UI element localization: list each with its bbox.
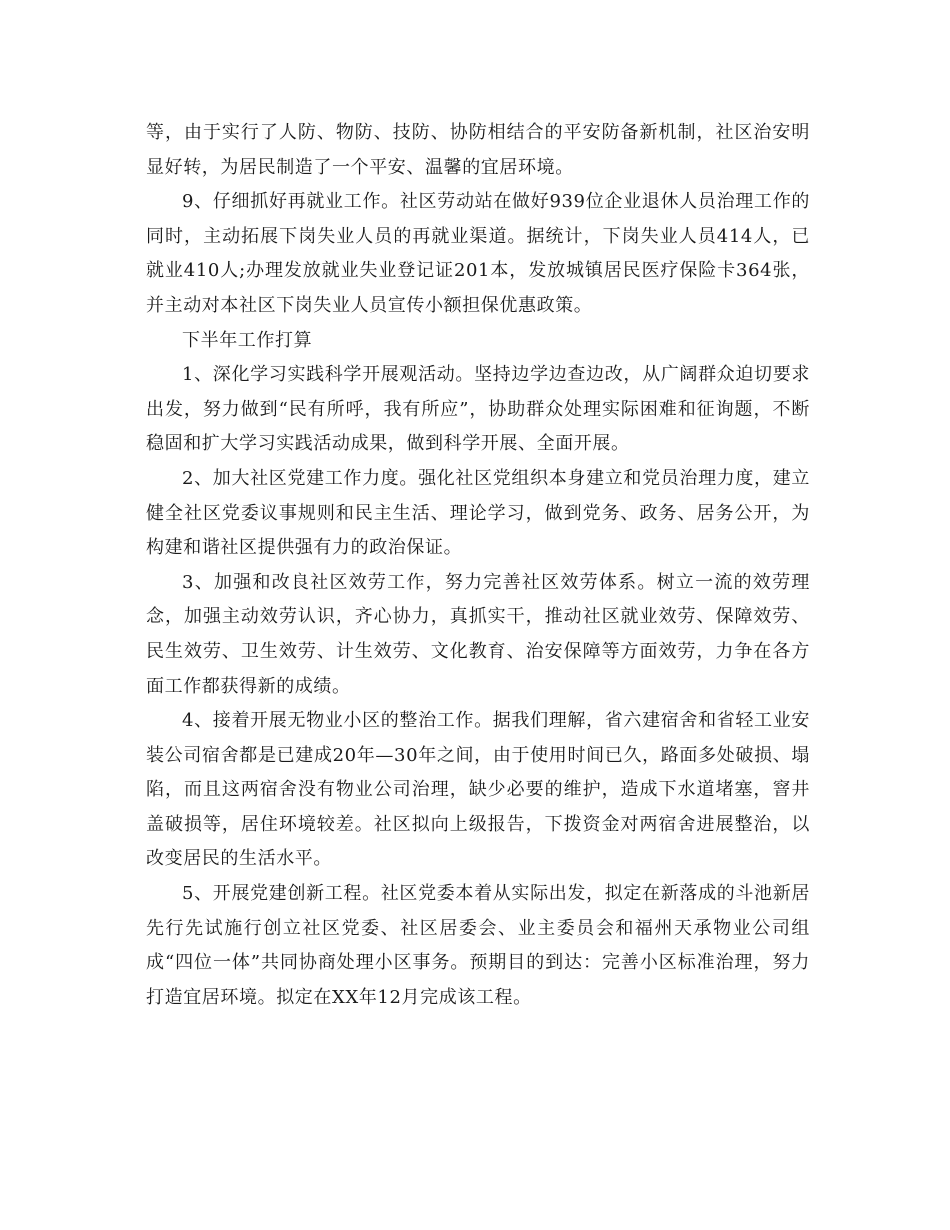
plan-paragraph-2: 2、加大社区党建工作力度。强化社区党组织本身建立和党员治理力度，建立健全社区党委议事规则和民主生活、理论学习，做到党务、政务、居务公开，为构建和谐社区提供强有力的政治保证。 [146,467,810,559]
section-heading: 下半年工作打算 [182,329,313,351]
paragraph-continued: 等，由于实行了人防、物防、技防、协防相结合的平安防备新机制，社区治安明显好转，为居民制造了一个平安、温馨的宜居环境。 [146,122,810,178]
paragraph-item-9: 9、仔细抓好再就业工作。社区劳动站在做好939位企业退休人员治理工作的同时，主动拓展下岗失业人员的再就业渠道。据统计，下岗失业人员414人，已就业410人;办理发放就业失业登记证201本，发放城镇居民医疗保险卡364张，并主动对本社区下岗失业人员宣传小额担保优惠政策。 [146,191,810,316]
document-body [146,116,810,1015]
plan-paragraph-1: 1、深化学习实践科学开展观活动。坚持边学边查边改，从广阔群众迫切要求出发，努力做到“民有所呼，我有所应”，协助群众处理实际困难和征询题，不断稳固和扩大学习实践活动成果，做到科学开展、全面开展。 [146,364,810,455]
plan-paragraph-3: 3、加强和改良社区效劳工作，努力完善社区效劳体系。树立一流的效劳理念，加强主动效劳认识，齐心协力，真抓实干，推动社区就业效劳、保障效劳、民生效劳、卫生效劳、计生效劳、文化教育、治安保障等方面效劳，力争在各方面工作都获得新的成绩。 [146,571,810,697]
plan-paragraph-4: 4、接着开展无物业小区的整治工作。据我们理解，省六建宿舍和省轻工业安装公司宿舍都是已建成20年—30年之间，由于使用时间已久，路面多处破损、塌陷，而且这两宿舍没有物业公司治理，缺少必要的维护，造成下水道堵塞，窨井盖破损等，居住环境较差。社区拟向上级报告，下拨资金对两宿舍进展整治，以改变居民的生活水平。 [146,710,810,870]
plan-paragraph-5: 5、开展党建创新工程。社区党委本着从实际出发，拟定在新落成的斗池新居先行先试施行创立社区党委、社区居委会、业主委员会和福州天承物业公司组成“四位一体”共同协商处理小区事务。预期目的到达：完善小区标准治理，努力打造宜居环境。拟定在XX年12月完成该工程。 [146,883,810,1008]
